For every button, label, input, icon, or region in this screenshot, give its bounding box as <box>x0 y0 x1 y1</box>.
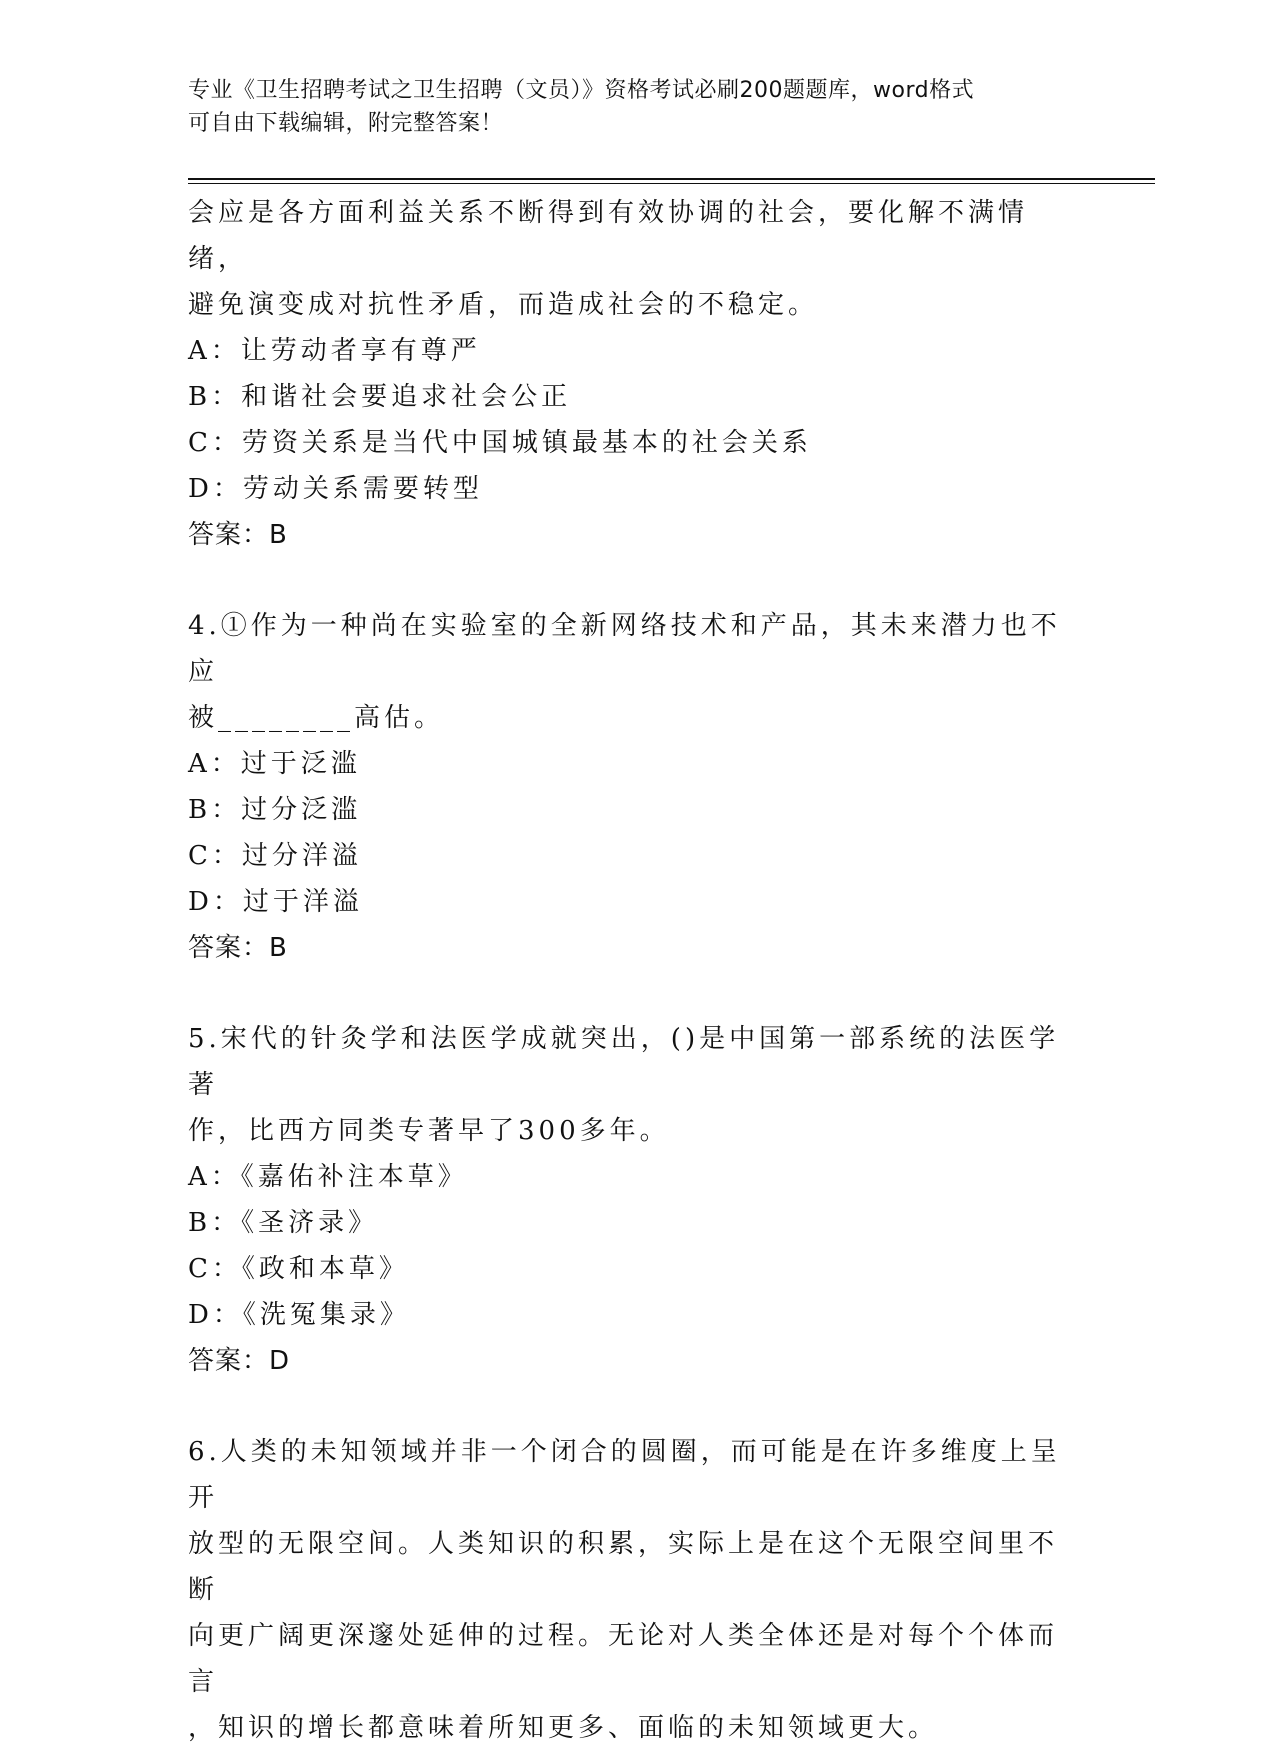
option-a: A：让劳动者享有尊严 <box>188 336 481 366</box>
option-a: A：《嘉佑补注本草》 <box>188 1162 468 1192</box>
question-text-line: 避免演变成对抗性矛盾，而造成社会的不稳定。 <box>188 290 819 320</box>
option-c: C：劳资关系是当代中国城镇最基本的社会关系 <box>188 428 812 458</box>
answer-line: 答案：B <box>188 520 288 550</box>
question-text-line: 作，比西方同类专著早了300多年。 <box>188 1116 670 1146</box>
option-c: C：过分洋溢 <box>188 841 362 871</box>
question-text-line: 放型的无限空间。人类知识的积累，实际上是在这个无限空间里不断 <box>188 1529 1059 1605</box>
answer-line: 答案：B <box>188 933 288 963</box>
question-text-line: ，知识的增长都意味着所知更多、面临的未知领域更大。 <box>188 1713 939 1743</box>
question-text-line: 向更广阔更深邃处延伸的过程。无论对人类全体还是对每个个体而言 <box>188 1621 1059 1697</box>
option-b: B：过分泛滥 <box>188 795 362 825</box>
question-5 <box>188 1016 1068 1384</box>
option-b: B：《圣济录》 <box>188 1208 379 1238</box>
header-rule-thin <box>188 183 1155 184</box>
question-continuation <box>188 190 1068 558</box>
document-header <box>188 74 1068 140</box>
question-text-line: 5.宋代的针灸学和法医学成就突出，()是中国第一部系统的法医学著 <box>188 1024 1060 1100</box>
option-b: B：和谐社会要追求社会公正 <box>188 382 572 412</box>
option-d: D：劳动关系需要转型 <box>188 474 483 504</box>
question-text-line: 4.①作为一种尚在实验室的全新网络技术和产品，其未来潜力也不应 <box>188 611 1061 687</box>
question-text-line: 会应是各方面利益关系不断得到有效协调的社会，要化解不满情绪， <box>188 198 1029 274</box>
option-a: A：过于泛滥 <box>188 749 361 779</box>
option-d: D：《洗冤集录》 <box>188 1300 410 1330</box>
header-rule-thick <box>188 178 1155 180</box>
document-body <box>188 190 1068 1751</box>
answer-line: 答案：D <box>188 1346 291 1376</box>
option-c: C：《政和本草》 <box>188 1254 409 1284</box>
header-line-1: 专业《卫生招聘考试之卫生招聘（文员）》资格考试必刷200题题库，word格式 <box>188 78 975 103</box>
question-6 <box>188 1429 1068 1751</box>
option-d: D：过于洋溢 <box>188 887 363 917</box>
question-text-line: 被________高估。 <box>188 703 445 733</box>
question-4 <box>188 603 1068 971</box>
header-line-2: 可自由下载编辑，附完整答案！ <box>188 111 504 136</box>
question-text-line: 6.人类的未知领域并非一个闭合的圆圈，而可能是在许多维度上呈开 <box>188 1437 1061 1513</box>
